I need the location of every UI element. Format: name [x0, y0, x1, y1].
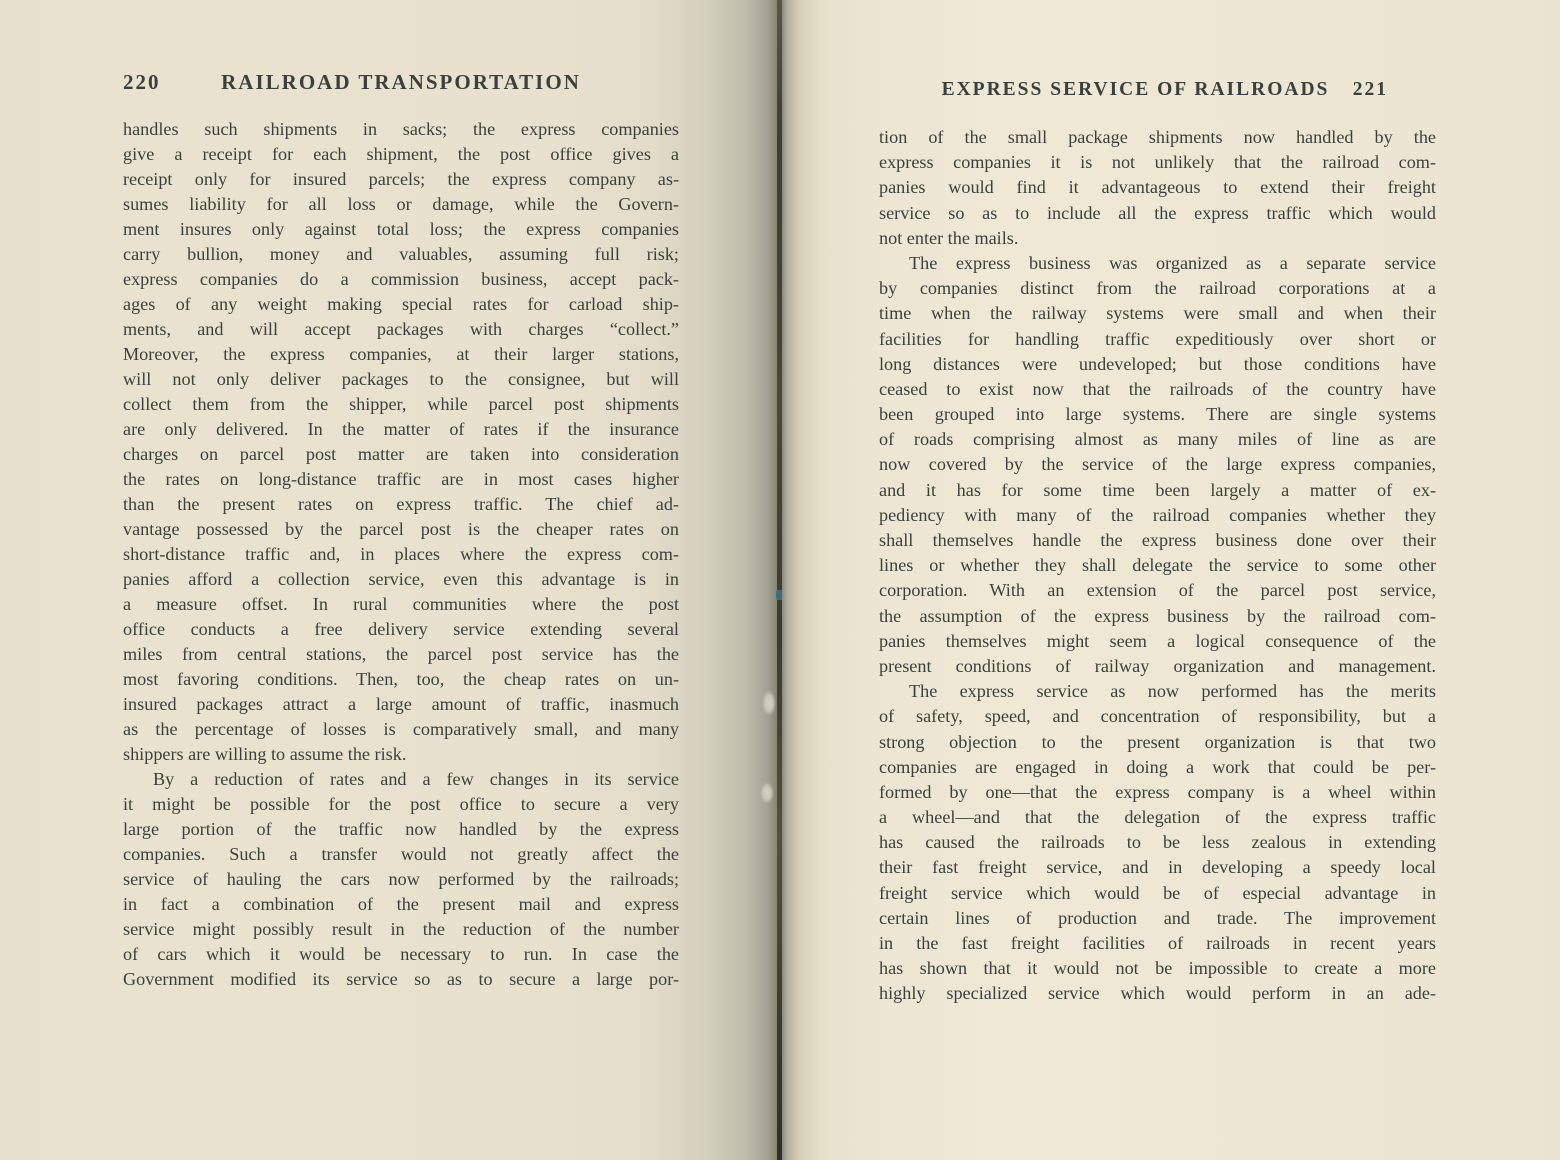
- text-line: than the present rates on express traffic. The chief ad-: [123, 494, 679, 514]
- text-line: and it has for some time been largely a matter of ex-: [879, 479, 1436, 500]
- text-line: express companies do a commission business, accept pack-: [123, 269, 679, 289]
- text-line: as the percentage of losses is comparatively small, and many: [123, 719, 679, 739]
- text-line: charges on parcel post matter are taken into consideration: [123, 444, 679, 464]
- text-line: certain lines of production and trade. The improvement: [879, 907, 1436, 928]
- text-line: shippers are willing to assume the risk.: [123, 744, 407, 764]
- text-line: freight service which would be of especial advantage in: [879, 882, 1436, 903]
- text-line: panies afford a collection service, even this advantage is in: [123, 569, 679, 589]
- text-line: lines or whether they shall delegate the service to some other: [879, 555, 1436, 576]
- text-line: has shown that it would not be impossible to create a more: [879, 958, 1436, 979]
- text-line: now covered by the service of the large express companies,: [879, 454, 1436, 475]
- text-line: panies would find it advantageous to extend their freight: [879, 177, 1436, 198]
- text-line: the assumption of the express business by the railroad com-: [879, 605, 1436, 626]
- text-line: the rates on long-distance traffic are in most cases higher: [123, 469, 679, 489]
- text-line: sumes liability for all loss or damage, while the Govern-: [123, 194, 679, 214]
- text-line: shall themselves handle the express business done over their: [879, 530, 1436, 550]
- text-line: will not only deliver packages to the consignee, but will: [123, 369, 679, 389]
- text-line: service of hauling the cars now performed by the railroads;: [123, 869, 679, 889]
- text-line: pediency with many of the railroad companies whether they: [879, 504, 1436, 525]
- text-line: service so as to include all the express traffic which would: [879, 202, 1436, 223]
- text-line: corporation. With an extension of the parcel post service,: [879, 580, 1436, 601]
- text-line: By a reduction of rates and a few changes in its service: [153, 769, 679, 789]
- text-line: a measure offset. In rural communities where the post: [123, 594, 679, 614]
- page-right: [782, 0, 1560, 1160]
- text-line: by companies distinct from the railroad corporations at a: [879, 278, 1436, 299]
- text-line: tion of the small package shipments now handled by the: [879, 127, 1436, 147]
- text-line: Moreover, the express companies, at their larger stations,: [123, 344, 679, 364]
- text-line: their fast freight service, and in developing a speedy local: [879, 857, 1436, 878]
- text-line: formed by one—that the express company is a wheel within: [879, 781, 1436, 802]
- text-line: service might possibly result in the reduction of the number: [123, 919, 679, 939]
- text-line: miles from central stations, the parcel post service has the: [123, 644, 679, 664]
- text-line: ceased to exist now that the railroads of the country have: [879, 378, 1436, 399]
- text-line: ment insures only against total loss; the express companies: [123, 219, 679, 239]
- text-line: handles such shipments in sacks; the express companies: [123, 119, 679, 139]
- text-line: Government modified its service so as to secure a large por-: [123, 969, 679, 989]
- text-line: panies themselves might seem a logical consequence of the: [879, 630, 1436, 651]
- text-line: ments, and will accept packages with charges “collect.”: [123, 319, 679, 339]
- page-header-right: [879, 79, 1436, 101]
- text-line: a wheel—and that the delegation of the express traffic: [879, 807, 1436, 828]
- text-line: time when the railway systems were small and when their: [879, 303, 1436, 324]
- text-line: of safety, speed, and concentration of responsibility, but a: [879, 706, 1436, 727]
- page-number-left: 220: [123, 70, 161, 94]
- text-line: express companies it is not unlikely that the railroad com-: [879, 152, 1436, 173]
- text-line: long distances were undeveloped; but those conditions have: [879, 353, 1436, 374]
- text-line: of cars which it would be necessary to run. In case the: [123, 944, 679, 964]
- paper-blemish: [760, 782, 774, 804]
- page-text-left: [123, 117, 679, 992]
- text-line: large portion of the traffic now handled by the express: [123, 819, 679, 839]
- text-line: it might be possible for the post office to secure a very: [123, 794, 679, 814]
- page-left: [0, 0, 778, 1160]
- paper-blemish: [762, 690, 776, 716]
- page-text-right: [879, 125, 1436, 1007]
- text-line: most favoring conditions. Then, too, the cheap rates on un-: [123, 669, 679, 689]
- text-line: strong objection to the present organization is that two: [879, 731, 1436, 752]
- running-title-left: RAILROAD TRANSPORTATION: [221, 70, 581, 94]
- running-title-right: EXPRESS SERVICE OF RAILROADS: [941, 79, 1330, 100]
- text-line: companies are engaged in doing a work that could be per-: [879, 756, 1436, 777]
- text-line: in the fast freight facilities of railroads in recent years: [879, 933, 1436, 953]
- text-line: has caused the railroads to be less zealous in extending: [879, 832, 1436, 853]
- text-line: office conducts a free delivery service extending several: [123, 619, 679, 639]
- text-line: been grouped into large systems. There are single systems: [879, 404, 1436, 425]
- text-line: facilities for handling traffic expeditiously over short or: [879, 328, 1436, 349]
- text-line: receipt only for insured parcels; the express company as-: [123, 169, 679, 189]
- page-number-right: 221: [1352, 79, 1388, 100]
- text-line: of roads comprising almost as many miles of line as are: [879, 429, 1436, 450]
- text-line: insured packages attract a large amount of traffic, inasmuch: [123, 694, 679, 714]
- text-line: companies. Such a transfer would not greatly affect the: [123, 844, 679, 864]
- text-line: vantage possessed by the parcel post is the cheaper rates on: [123, 519, 679, 539]
- text-line: The express service as now performed has the merits: [909, 681, 1436, 702]
- text-line: The express business was organized as a separate service: [909, 252, 1436, 273]
- text-line: present conditions of railway organization and management.: [879, 655, 1436, 676]
- text-line: not enter the mails.: [879, 227, 1019, 248]
- text-line: are only delivered. In the matter of rates if the insurance: [123, 419, 679, 439]
- text-line: short-distance traffic and, in places where the express com-: [123, 544, 679, 564]
- text-line: in fact a combination of the present mail and express: [123, 894, 679, 914]
- text-line: collect them from the shipper, while parcel post shipments: [123, 394, 679, 414]
- text-line: carry bullion, money and valuables, assuming full risk;: [123, 244, 679, 264]
- page-header-left: [123, 70, 679, 95]
- text-line: give a receipt for each shipment, the post office gives a: [123, 144, 679, 164]
- text-line: ages of any weight making special rates for carload ship-: [123, 294, 679, 314]
- text-line: highly specialized service which would perform in an ade-: [879, 983, 1436, 1004]
